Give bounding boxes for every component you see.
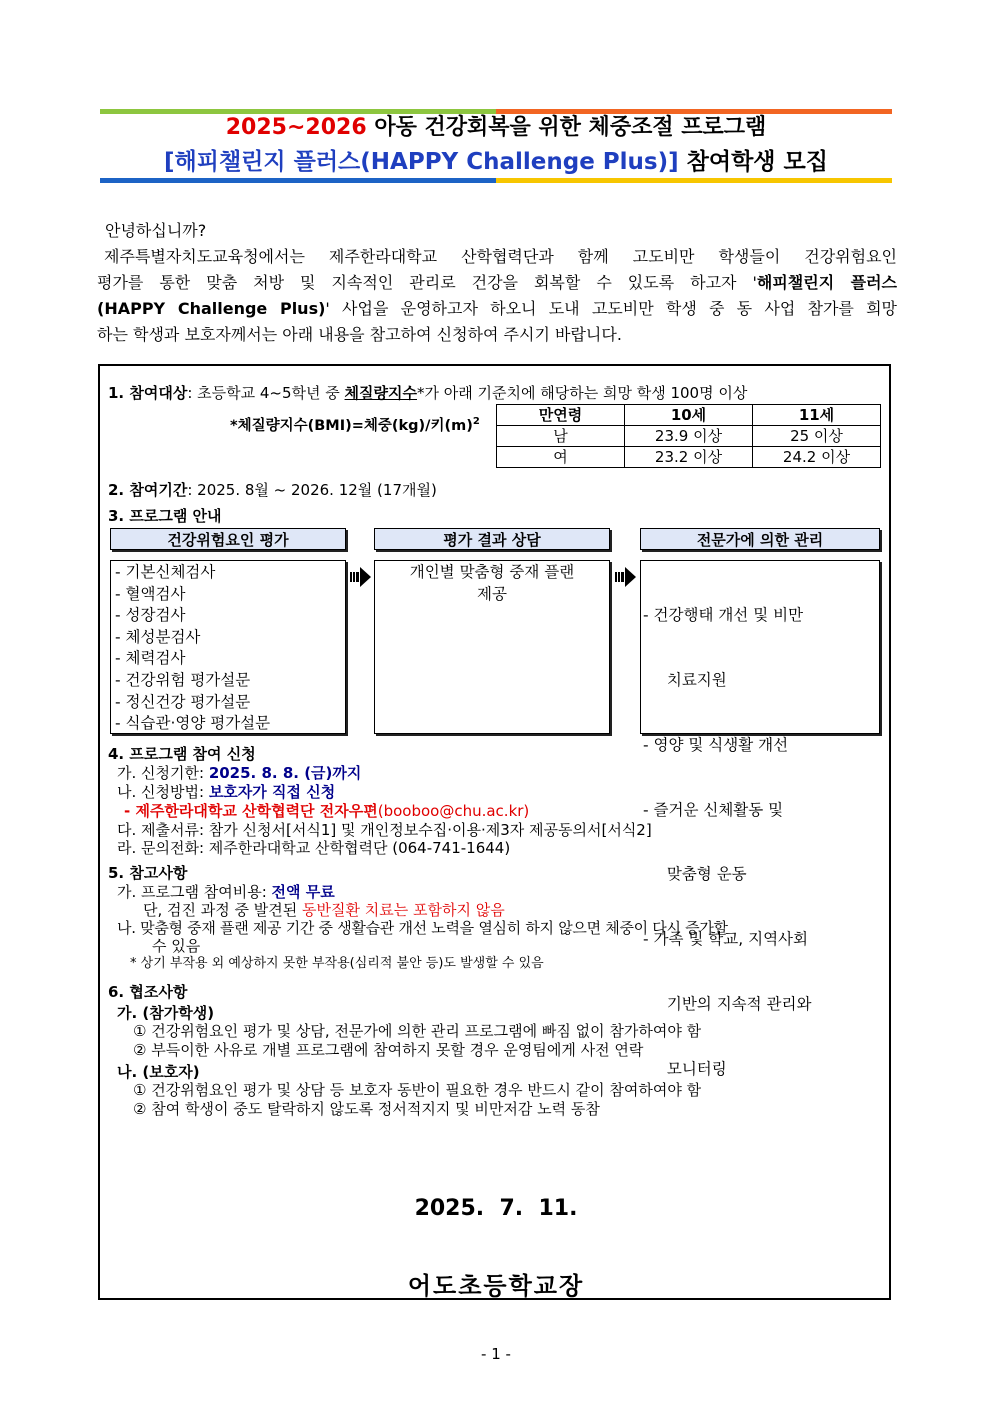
list-item: 치료지원: [657, 670, 727, 689]
list-item: - 식습관·영양 평가설문: [115, 714, 271, 733]
s5-item-a2: [143, 900, 505, 920]
flow-box-1-title: 건강위험요인 평가: [110, 528, 346, 550]
section-1-line: [108, 383, 747, 403]
s4-a-value: 2025. 8. 8. (금)까지: [208, 764, 362, 782]
intro-line-2: [97, 270, 897, 296]
table-cell: 23.2 이상: [625, 447, 753, 468]
section-3-heading: 3. 프로그램 안내: [108, 507, 222, 525]
bmi-criteria-table: [496, 404, 881, 468]
list-item: - 건강위험 평가설문: [115, 670, 251, 689]
s6-parents-item-1: ① 건강위험요인 평가 및 상담 등 보호자 동반이 필요한 경우 반드시 같이 참여하여야 함: [133, 1081, 702, 1099]
s1-bmi-underlined: 체질량지수: [344, 384, 417, 402]
title-program-name: [해피챌린지 플러스(HAPPY Challenge Plus)]: [164, 149, 679, 175]
table-row: [497, 426, 881, 447]
intro-body-2: [97, 270, 897, 348]
intro-line-2a: 평가를 통한 맞춤 처방 및 지속적인 관리로 건강을 회복할 수 있도록 하고자 ': [97, 273, 757, 292]
list-item: - 건강행태 개선 및 비만: [643, 606, 804, 625]
bmi-formula-text: *체질량지수(BMI)=체중(kg)/키(m): [230, 417, 473, 434]
intro-line-4: 하는 학생과 보호자께서는 아래 내용을 참고하여 신청하여 주시기 바랍니다.: [97, 325, 622, 344]
s4-b-label: 나. 신청방법:: [117, 783, 209, 801]
table-cell: 23.9 이상: [625, 426, 753, 447]
list-item: - 체력검사: [115, 649, 186, 668]
s5-item-b-line2: 수 있음: [152, 937, 201, 955]
title-line-2: [0, 146, 992, 178]
intro-program-english: (HAPPY Challenge Plus): [97, 299, 326, 318]
list-item: 맞춤형 운동: [657, 865, 747, 884]
s6-students-item-1: ① 건강위험요인 평가 및 상담, 전문가에 의한 관리 프로그램에 빠짐 없이 참가하여야 함: [133, 1022, 702, 1040]
s6-parents-label: 나. (보호자): [117, 1063, 200, 1081]
intro-greeting: 안녕하십니까?: [105, 221, 207, 240]
intro-paragraph: [97, 218, 897, 244]
s4-item-b: [117, 782, 335, 802]
s4-a-label: 가. 신청기한:: [117, 764, 209, 782]
title-years: 2025~2026: [225, 115, 367, 140]
table-header-row: [497, 405, 881, 426]
section-2-heading: 2. 참여기간: [108, 481, 188, 499]
title-line-1: [0, 114, 992, 142]
list-item: 제공: [477, 584, 507, 603]
list-item: - 성장검사: [115, 606, 186, 625]
intro-line-3: [97, 296, 897, 322]
s4-email: (booboo@chu.ac.kr): [377, 802, 530, 820]
list-item: 기반의 지속적 관리와: [657, 994, 812, 1013]
intro-line-1: 제주특별자치도교육청에서는 제주한라대학교 산학협력단과 함께 고도비만 학생들이 건강위험요인: [104, 247, 897, 266]
s5-a-label: 가. 프로그램 참여비용:: [117, 883, 272, 901]
table-cell: 남: [497, 426, 625, 447]
arrow-right-icon: [615, 566, 637, 588]
list-item: - 영양 및 식생활 개선: [643, 735, 789, 754]
list-item: - 정신건강 평가설문: [115, 692, 251, 711]
title-line2-rest: 참여학생 모집: [678, 149, 828, 175]
table-cell: 여: [497, 447, 625, 468]
intro-program-bold: 해피챌린지 플러스: [756, 273, 897, 292]
table-header-cell: 10세: [625, 405, 753, 426]
list-item: - 즐거운 신체활동 및: [643, 800, 784, 819]
section-5-heading: 5. 참고사항: [108, 864, 188, 882]
flow-box-3: [640, 560, 880, 1078]
flow-box-2-title: 평가 결과 상담: [374, 528, 610, 550]
s5-note: * 상기 부작용 외 예상하지 못한 부작용(심리적 불안 등)도 발생할 수 있음: [130, 956, 544, 971]
table-cell: 24.2 이상: [753, 447, 881, 468]
list-item: - 가족 및 학교, 지역사회: [643, 930, 808, 949]
s5-a2-label: 단, 검진 과정 중 발견된: [143, 901, 303, 919]
title-line1-rest: 아동 건강회복을 위한 체중조절 프로그램: [366, 115, 767, 140]
title-bar-bottom-yellow: [496, 178, 892, 183]
section-1-heading: 1. 참여대상: [108, 384, 188, 402]
s4-b-value: 보호자가 직접 신청: [208, 783, 336, 801]
page-number: - 1 -: [481, 1345, 511, 1363]
flow-box-3-title: 전문가에 의한 관리: [640, 528, 880, 550]
s5-a2-value: 동반질환 치료는 포함하지 않음: [302, 901, 505, 919]
s4-item-d: 라. 문의전화: 제주한라대학교 산학협력단 (064-741-1644): [117, 839, 511, 857]
intro-line-3b: ' 사업을 운영하고자 하오니 도내 고도비만 학생 중 동 사업 참가를 희망: [325, 299, 897, 318]
issuer-signature: 어도초등학교장: [407, 1272, 585, 1300]
list-item: 개인별 맞춤형 중재 플랜: [409, 563, 575, 581]
arrow-right-icon: [350, 566, 372, 588]
s4-item-b2: [124, 801, 529, 821]
s5-item-b-line1: 나. 맞춤형 중재 플랜 제공 기간 중 생활습관 개선 노력을 열심히 하지 않으면 체중이 다시 증가할: [117, 919, 728, 937]
s6-students-label: 가. (참가학생): [117, 1004, 215, 1022]
list-item: 모니터링: [657, 1059, 727, 1078]
s1-text-a: : 초등학교 4~5학년 중: [187, 384, 345, 402]
s2-text: : 2025. 8월 ~ 2026. 12월 (17개월): [187, 481, 437, 499]
flow-box-1: [110, 560, 346, 734]
s4-item-a: [117, 763, 361, 783]
intro-body: [104, 244, 897, 270]
title-bar-bottom-blue: [100, 178, 496, 183]
bmi-formula-sup: 2: [472, 416, 480, 427]
s5-item-a: [117, 882, 335, 902]
section-4-heading: 4. 프로그램 참여 신청: [108, 745, 256, 763]
s6-students-item-2: ② 부득이한 사유로 개별 프로그램에 참여하지 못할 경우 운영팀에게 사전 연락: [133, 1041, 644, 1059]
table-header-cell: 만연령: [497, 405, 625, 426]
table-cell: 25 이상: [753, 426, 881, 447]
notice-date: 2025. 7. 11.: [414, 1196, 578, 1221]
s1-text-b: *가 아래 기준치에 해당하는 희망 학생 100명 이상: [417, 384, 748, 402]
list-item: - 체성분검사: [115, 627, 201, 646]
list-item: - 기본신체검사: [115, 563, 216, 581]
s5-a-value: 전액 무료: [271, 883, 335, 901]
s4-item-c: 다. 제출서류: 참가 신청서[서식1] 및 개인정보수집·이용·제3자 제공동의서[서식2]: [117, 821, 652, 839]
bmi-formula: [230, 412, 480, 436]
table-row: [497, 447, 881, 468]
s4-b2-value: - 제주한라대학교 산학협력단 전자우편: [124, 802, 378, 820]
table-header-cell: 11세: [753, 405, 881, 426]
s6-parents-item-2: ② 참여 학생이 중도 탈락하지 않도록 정서적지지 및 비만저감 노력 동참: [133, 1100, 600, 1118]
section-2-line: [108, 480, 437, 500]
section-6-heading: 6. 협조사항: [108, 983, 188, 1001]
flow-box-2: [374, 560, 610, 734]
list-item: - 혈액검사: [115, 584, 186, 603]
